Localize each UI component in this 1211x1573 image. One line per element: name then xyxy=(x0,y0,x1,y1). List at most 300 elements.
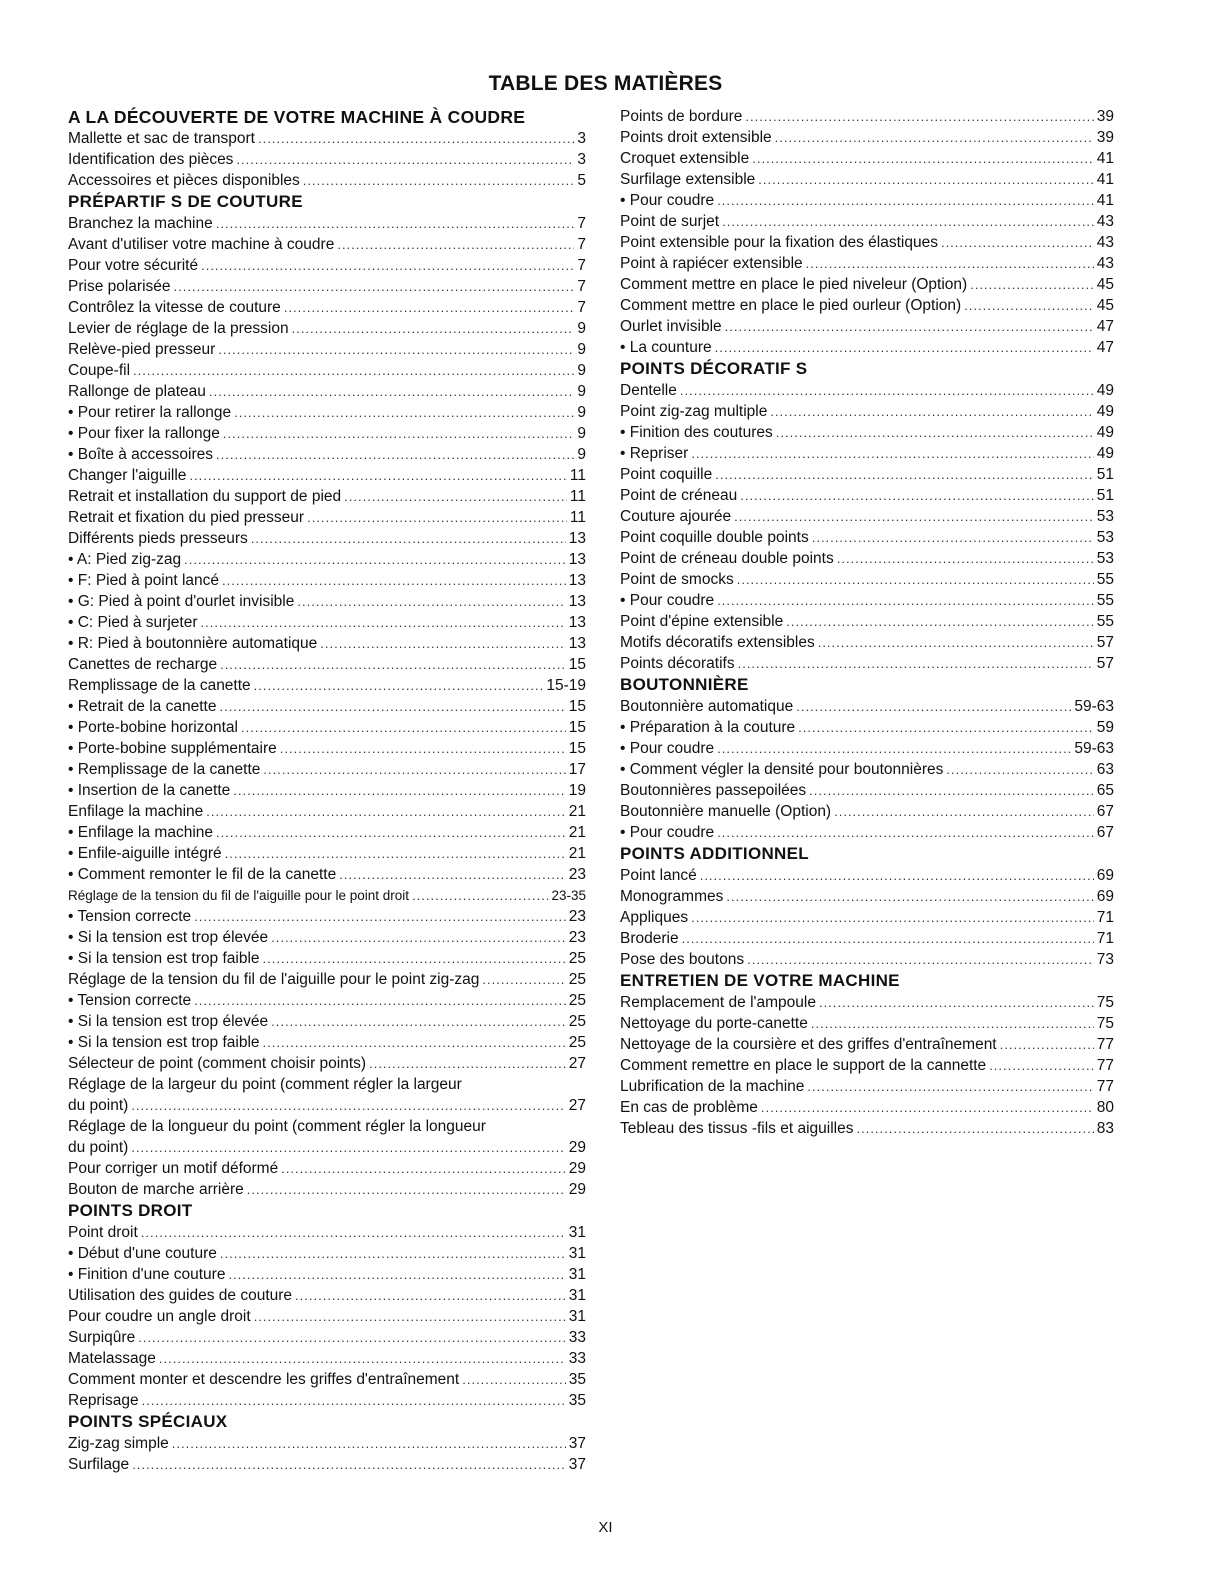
dot-leader xyxy=(271,1011,566,1032)
toc-entry-page: 63 xyxy=(1096,761,1114,778)
toc-entry-page: 55 xyxy=(1096,571,1114,588)
dot-leader xyxy=(819,992,1094,1013)
section-heading: A LA DÉCOUVERTE DE VOTRE MACHINE À COUDRE xyxy=(68,107,526,127)
dot-leader xyxy=(752,148,1094,169)
toc-entry-page: 15 xyxy=(568,656,586,673)
toc-entry xyxy=(620,190,1114,211)
dot-leader xyxy=(254,1306,566,1327)
toc-entry-title: Appliques xyxy=(620,909,689,926)
dot-leader xyxy=(194,990,566,1011)
toc-entry-title: Monogrammes xyxy=(620,888,724,905)
toc-entry-page: 55 xyxy=(1096,613,1114,630)
toc-entry xyxy=(68,633,586,654)
toc-entry xyxy=(68,255,586,276)
section-heading: PRÉPARTIF S DE COUTURE xyxy=(68,192,303,211)
toc-entry xyxy=(620,1055,1114,1076)
toc-entry-title: • Retrait de la canette xyxy=(68,698,217,715)
toc-entry xyxy=(620,907,1114,928)
toc-entry xyxy=(68,1053,586,1074)
toc-entry xyxy=(620,759,1114,780)
toc-entry-page: 47 xyxy=(1096,339,1114,356)
dot-leader xyxy=(807,1076,1093,1097)
dot-leader xyxy=(216,444,574,465)
toc-entry xyxy=(620,422,1114,443)
toc-entry-page: 9 xyxy=(577,341,586,358)
toc-entry xyxy=(68,1158,586,1179)
dot-leader xyxy=(717,822,1094,843)
toc-entry xyxy=(620,1034,1114,1055)
toc-entry-title: En cas de problème xyxy=(620,1099,758,1116)
toc-entry-page: 75 xyxy=(1096,994,1114,1011)
dot-leader xyxy=(220,1243,566,1264)
dot-leader xyxy=(206,801,565,822)
toc-entry xyxy=(68,149,586,170)
toc-entry-page: 5 xyxy=(577,172,586,189)
dot-leader xyxy=(307,507,567,528)
toc-entry-title: Réglage de la tension du fil de l'aiguille pour le point droit xyxy=(68,888,410,903)
toc-entry-page: 59-63 xyxy=(1074,698,1114,715)
toc-entry-title: Contrôlez la vitesse de couture xyxy=(68,299,281,316)
toc-entry xyxy=(620,148,1114,169)
dot-leader xyxy=(818,632,1094,653)
toc-entry xyxy=(620,590,1114,611)
toc-entry-title: • Si la tension est trop élevée xyxy=(68,929,269,946)
toc-entry xyxy=(68,381,586,402)
toc-entry-page: 43 xyxy=(1096,213,1114,230)
toc-entry xyxy=(68,486,586,507)
dot-leader xyxy=(717,190,1094,211)
dot-leader xyxy=(131,1095,565,1116)
toc-entry-title: Pour votre sécurité xyxy=(68,257,199,274)
toc-entry-page: 31 xyxy=(568,1287,586,1304)
toc-entry xyxy=(68,234,586,255)
toc-entry-page: 73 xyxy=(1096,951,1114,968)
toc-entry-page: 15 xyxy=(568,698,586,715)
toc-entry-page: 65 xyxy=(1096,782,1114,799)
toc-entry-page: 39 xyxy=(1096,108,1114,125)
dot-leader xyxy=(796,696,1071,717)
dot-leader xyxy=(292,318,575,339)
toc-entry-title: Branchez la machine xyxy=(68,215,213,232)
toc-entry xyxy=(68,276,586,297)
toc-entry xyxy=(620,527,1114,548)
toc-entry-title: Boutonnières passepoilées xyxy=(620,782,807,799)
toc-entry-title: du point) xyxy=(68,1097,129,1114)
toc-entry-title: Surfilage xyxy=(68,1456,130,1473)
toc-entry-page: 77 xyxy=(1096,1057,1114,1074)
dot-leader xyxy=(700,865,1094,886)
dot-leader xyxy=(254,675,544,696)
toc-entry-title: Différents pieds presseurs xyxy=(68,530,248,547)
toc-entry-page: 67 xyxy=(1096,824,1114,841)
toc-entry-title: Levier de réglage de la pression xyxy=(68,320,289,337)
toc-entry-page: 49 xyxy=(1096,424,1114,441)
toc-entry-page: 15 xyxy=(568,740,586,757)
toc-entry-title: Rallonge de plateau xyxy=(68,383,206,400)
toc-entry xyxy=(620,822,1114,843)
toc-entry-page: 13 xyxy=(568,593,586,610)
toc-entry-title: Pour corriger un motif déformé xyxy=(68,1160,279,1177)
dot-leader xyxy=(159,1348,566,1369)
toc-entry-page: 29 xyxy=(568,1139,586,1156)
toc-entry-page: 7 xyxy=(577,278,586,295)
toc-entry-title: • Pour coudre xyxy=(620,824,715,841)
toc-entry-title: • Enfilage la machine xyxy=(68,824,214,841)
toc-entry-title: • Finition des coutures xyxy=(620,424,773,441)
dot-leader xyxy=(220,654,566,675)
toc-entry-title: Point coquille double points xyxy=(620,529,809,546)
toc-entry xyxy=(68,969,586,990)
toc-entry xyxy=(620,253,1114,274)
toc-entry-title: Point droit xyxy=(68,1224,138,1241)
toc-entry xyxy=(620,380,1114,401)
dot-leader xyxy=(132,1454,566,1475)
toc-entry xyxy=(68,1243,586,1264)
toc-entry-title: • Pour fixer la rallonge xyxy=(68,425,220,442)
toc-entry-title: • Enfile-aiguille intégré xyxy=(68,845,222,862)
toc-entry-page: 67 xyxy=(1096,803,1114,820)
toc-entry-title: • Pour coudre xyxy=(620,592,715,609)
dot-leader xyxy=(717,590,1094,611)
toc-entry xyxy=(620,316,1114,337)
dot-leader xyxy=(142,1390,566,1411)
toc-entry-page: 45 xyxy=(1096,276,1114,293)
toc-entry xyxy=(620,1013,1114,1034)
toc-entry-page: 59 xyxy=(1096,719,1114,736)
toc-entry-title: Coupe-fil xyxy=(68,362,131,379)
toc-entry xyxy=(68,360,586,381)
toc-entry-page: 29 xyxy=(568,1160,586,1177)
section-heading: BOUTONNIÈRE xyxy=(620,675,749,694)
dot-leader xyxy=(216,822,566,843)
toc-entry-title: Point de smocks xyxy=(620,571,734,588)
dot-leader xyxy=(776,422,1094,443)
toc-entry-title: • Repriser xyxy=(620,445,689,462)
toc-entry-title: Surpiqûre xyxy=(68,1329,136,1346)
dot-leader xyxy=(222,570,566,591)
dot-leader xyxy=(219,696,565,717)
toc-entry-page: 13 xyxy=(568,635,586,652)
toc-entry-page: 75 xyxy=(1096,1015,1114,1032)
toc-entry xyxy=(68,402,586,423)
toc-entry xyxy=(68,1433,586,1454)
toc-entry-line: Réglage de la longueur du point (comment régler la longueur xyxy=(68,1118,486,1135)
toc-entry-page: 11 xyxy=(569,509,586,526)
toc-entry-title: Point lancé xyxy=(620,867,697,884)
toc-column-right xyxy=(620,106,1114,1139)
toc-entry-title: Surfilage extensible xyxy=(620,171,756,188)
toc-entry-page: 23-35 xyxy=(551,888,586,903)
toc-entry-page: 57 xyxy=(1096,634,1114,651)
toc-entry-title: Point de créneau xyxy=(620,487,738,504)
toc-entry-title: • Préparation à la couture xyxy=(620,719,796,736)
dot-leader xyxy=(209,381,574,402)
toc-entry-page: 69 xyxy=(1096,867,1114,884)
toc-entry-page: 7 xyxy=(577,299,586,316)
toc-entry xyxy=(620,548,1114,569)
dot-leader xyxy=(964,295,1094,316)
dot-leader xyxy=(218,339,574,360)
toc-entry xyxy=(620,485,1114,506)
toc-entry-page: 15 xyxy=(568,719,586,736)
toc-entry-page: 59-63 xyxy=(1074,740,1114,757)
toc-entry xyxy=(68,1454,586,1475)
toc-entry-title: Enfilage la machine xyxy=(68,803,204,820)
toc-entry-page: 80 xyxy=(1096,1099,1114,1116)
toc-entry-title: Point zig-zag multiple xyxy=(620,403,768,420)
toc-entry xyxy=(620,611,1114,632)
dot-leader xyxy=(271,927,566,948)
dot-leader xyxy=(201,255,574,276)
dot-leader xyxy=(138,1327,566,1348)
toc-entry-title: Réglage de la tension du fil de l'aiguille pour le point zig-zag xyxy=(68,971,480,988)
toc-entry-page: 53 xyxy=(1096,550,1114,567)
toc-entry-page: 9 xyxy=(577,425,586,442)
dot-leader xyxy=(233,780,565,801)
dot-leader xyxy=(303,170,575,191)
toc-entry xyxy=(620,232,1114,253)
dot-leader xyxy=(281,1158,566,1179)
toc-entry-page: 33 xyxy=(568,1329,586,1346)
section-heading: POINTS ADDITIONNEL xyxy=(620,844,809,863)
toc-entry-title: Avant d'utiliser votre machine à coudre xyxy=(68,236,335,253)
dot-leader xyxy=(812,527,1094,548)
dot-leader xyxy=(133,360,574,381)
dot-leader xyxy=(734,506,1094,527)
dot-leader xyxy=(225,843,566,864)
dot-leader xyxy=(462,1369,566,1390)
toc-entry-title: Retrait et installation du support de pied xyxy=(68,488,342,505)
toc-entry-page: 23 xyxy=(568,929,586,946)
dot-leader xyxy=(970,274,1094,295)
toc-entry-page: 23 xyxy=(568,866,586,883)
toc-entry-title: Nettoyage de la coursière et des griffes d'entraînement xyxy=(620,1036,997,1053)
toc-entry-page: 33 xyxy=(568,1350,586,1367)
dot-leader xyxy=(691,443,1093,464)
toc-entry-page: 37 xyxy=(568,1435,586,1452)
toc-entry-page: 49 xyxy=(1096,445,1114,462)
toc-entry xyxy=(620,106,1114,127)
toc-entry-page: 71 xyxy=(1096,930,1114,947)
toc-entry xyxy=(620,780,1114,801)
dot-leader xyxy=(247,1179,566,1200)
dot-leader xyxy=(339,864,566,885)
dot-leader xyxy=(320,633,565,654)
toc-entry-page: 7 xyxy=(577,257,586,274)
toc-entry-page: 21 xyxy=(568,824,586,841)
dot-leader xyxy=(263,1032,566,1053)
toc-entry-title: • Insertion de la canette xyxy=(68,782,231,799)
dot-leader xyxy=(725,316,1094,337)
toc-entry-page: 51 xyxy=(1096,487,1114,504)
toc-entry xyxy=(68,885,586,906)
toc-entry-page: 27 xyxy=(568,1097,586,1114)
toc-entry-title: • Si la tension est trop élevée xyxy=(68,1013,269,1030)
dot-leader xyxy=(369,1053,566,1074)
dot-leader xyxy=(811,1013,1094,1034)
toc-entry xyxy=(68,128,586,149)
toc-entry-page: 7 xyxy=(577,236,586,253)
toc-entry-title: Tebleau des tissus -fils et aiguilles xyxy=(620,1120,854,1137)
toc-entry-title: Reprisage xyxy=(68,1392,139,1409)
toc-entry xyxy=(68,1179,586,1200)
toc-entry-title: • Début d'une couture xyxy=(68,1245,217,1262)
toc-entry-title: Point de créneau double points xyxy=(620,550,834,567)
toc-entry-title: • A: Pied zig-zag xyxy=(68,551,182,568)
toc-entry-title: • F: Pied à point lancé xyxy=(68,572,220,589)
toc-entry-title: Accessoires et pièces disponibles xyxy=(68,172,300,189)
dot-leader xyxy=(856,1118,1093,1139)
toc-entry xyxy=(620,928,1114,949)
toc-entry-title: Point d'épine extensible xyxy=(620,613,784,630)
dot-leader xyxy=(740,485,1094,506)
toc-entry-page: 11 xyxy=(569,488,586,505)
toc-entry xyxy=(68,927,586,948)
dot-leader xyxy=(834,801,1094,822)
toc-entry xyxy=(620,274,1114,295)
dot-leader xyxy=(715,464,1094,485)
toc-entry-title: Comment remettre en place le support de la cannette xyxy=(620,1057,987,1074)
toc-entry-title: Dentelle xyxy=(620,382,677,399)
toc-entry xyxy=(620,169,1114,190)
toc-entry-title: Remplacement de l'ampoule xyxy=(620,994,816,1011)
toc-entry-title: Broderie xyxy=(620,930,679,947)
toc-entry xyxy=(68,549,586,570)
toc-entry-title: Mallette et sac de transport xyxy=(68,130,255,147)
dot-leader xyxy=(223,423,574,444)
toc-entry xyxy=(68,717,586,738)
toc-entry-title: • Finition d'une couture xyxy=(68,1266,226,1283)
toc-entry xyxy=(68,1011,586,1032)
toc-entry-page: 3 xyxy=(577,151,586,168)
toc-entry-page: 55 xyxy=(1096,592,1114,609)
toc-entry xyxy=(68,170,586,191)
dot-leader xyxy=(241,717,566,738)
toc-entry-title: Matelassage xyxy=(68,1350,156,1367)
toc-entry-title: • La counture xyxy=(620,339,712,356)
dot-leader xyxy=(806,253,1094,274)
toc-entry-page: 7 xyxy=(577,215,586,232)
toc-entry xyxy=(620,738,1114,759)
dot-leader xyxy=(482,969,565,990)
toc-entry xyxy=(68,822,586,843)
toc-entry-title: Ourlet invisible xyxy=(620,318,722,335)
toc-entry-page: 15-19 xyxy=(546,677,586,694)
toc-entry-title: Zig-zag simple xyxy=(68,1435,169,1452)
toc-entry-page: 69 xyxy=(1096,888,1114,905)
toc-entry xyxy=(620,569,1114,590)
toc-entry xyxy=(620,337,1114,358)
toc-entry xyxy=(68,1327,586,1348)
dot-leader xyxy=(770,401,1093,422)
toc-entry xyxy=(68,1222,586,1243)
dot-leader xyxy=(809,780,1094,801)
toc-entry xyxy=(68,906,586,927)
dot-leader xyxy=(172,1433,566,1454)
toc-entry xyxy=(68,1369,586,1390)
toc-entry-title: Boutonnière manuelle (Option) xyxy=(620,803,832,820)
toc-entry xyxy=(620,401,1114,422)
dot-leader xyxy=(786,611,1094,632)
dot-leader xyxy=(295,1285,566,1306)
dot-leader xyxy=(284,297,575,318)
toc-entry-title: • Pour coudre xyxy=(620,192,715,209)
toc-entry xyxy=(68,1285,586,1306)
toc-entry-page: 3 xyxy=(577,130,586,147)
toc-entry-page: 13 xyxy=(568,572,586,589)
dot-leader xyxy=(837,548,1094,569)
toc-entry xyxy=(620,127,1114,148)
toc-entry-title: Couture ajourée xyxy=(620,508,732,525)
toc-entry-title: Changer l'aiguille xyxy=(68,467,187,484)
toc-entry-title: Points de bordure xyxy=(620,108,743,125)
toc-entry-page: 41 xyxy=(1096,192,1114,209)
toc-entry-page: 53 xyxy=(1096,508,1114,525)
toc-entry-title: Croquet extensible xyxy=(620,150,750,167)
dot-leader xyxy=(775,127,1094,148)
section-heading: POINTS SPÉCIAUX xyxy=(68,1412,228,1431)
toc-entry-page: 29 xyxy=(568,1181,586,1198)
dot-leader xyxy=(680,380,1094,401)
toc-entry-title: Point extensible pour la fixation des élastiques xyxy=(620,234,938,251)
toc-entry xyxy=(68,213,586,234)
toc-entry-title: Point à rapiécer extensible xyxy=(620,255,803,272)
toc-entry-title: Relève-pied presseur xyxy=(68,341,216,358)
toc-entry xyxy=(620,506,1114,527)
dot-leader xyxy=(715,337,1094,358)
toc-entry xyxy=(620,865,1114,886)
toc-entry xyxy=(620,992,1114,1013)
dot-leader xyxy=(263,759,565,780)
toc-entry-title: Nettoyage du porte-canette xyxy=(620,1015,808,1032)
toc-entry-title: Pose des boutons xyxy=(620,951,745,968)
toc-entry-title: Retrait et fixation du pied presseur xyxy=(68,509,305,526)
toc-entry-page: 13 xyxy=(568,551,586,568)
toc-entry xyxy=(68,843,586,864)
toc-entry-title: Point de surjet xyxy=(620,213,720,230)
dot-leader xyxy=(251,528,566,549)
toc-entry-page: 25 xyxy=(568,971,586,988)
toc-entry-title: • Comment végler la densité pour boutonnières xyxy=(620,761,944,778)
toc-entry xyxy=(620,295,1114,316)
page-title: TABLE DES MATIÈRES xyxy=(488,72,723,95)
toc-entry-page: 13 xyxy=(568,614,586,631)
toc-entry-title: Boutonnière automatique xyxy=(620,698,794,715)
toc-entry-page: 27 xyxy=(568,1055,586,1072)
toc-entry-title: Lubrification de la machine xyxy=(620,1078,805,1095)
toc-entry-page: 17 xyxy=(568,761,586,778)
toc-entry-page: 9 xyxy=(577,446,586,463)
dot-leader xyxy=(184,549,566,570)
toc-entry-page: 53 xyxy=(1096,529,1114,546)
toc-entry-page: 83 xyxy=(1096,1120,1114,1137)
toc-entry xyxy=(68,318,586,339)
toc-entry xyxy=(68,297,586,318)
toc-entry-page: 37 xyxy=(568,1456,586,1473)
toc-entry-page: 49 xyxy=(1096,382,1114,399)
page-number: XI xyxy=(598,1519,613,1536)
dot-leader xyxy=(228,1264,565,1285)
toc-entry-title: Prise polarisée xyxy=(68,278,171,295)
toc-entry-page: 77 xyxy=(1096,1036,1114,1053)
toc-entry-page: 43 xyxy=(1096,255,1114,272)
toc-entry-page: 9 xyxy=(577,404,586,421)
toc-entry-page: 31 xyxy=(568,1224,586,1241)
dot-leader xyxy=(174,276,575,297)
toc-entry xyxy=(620,1076,1114,1097)
toc-entry-title: • Tension correcte xyxy=(68,908,192,925)
dot-leader xyxy=(798,717,1094,738)
